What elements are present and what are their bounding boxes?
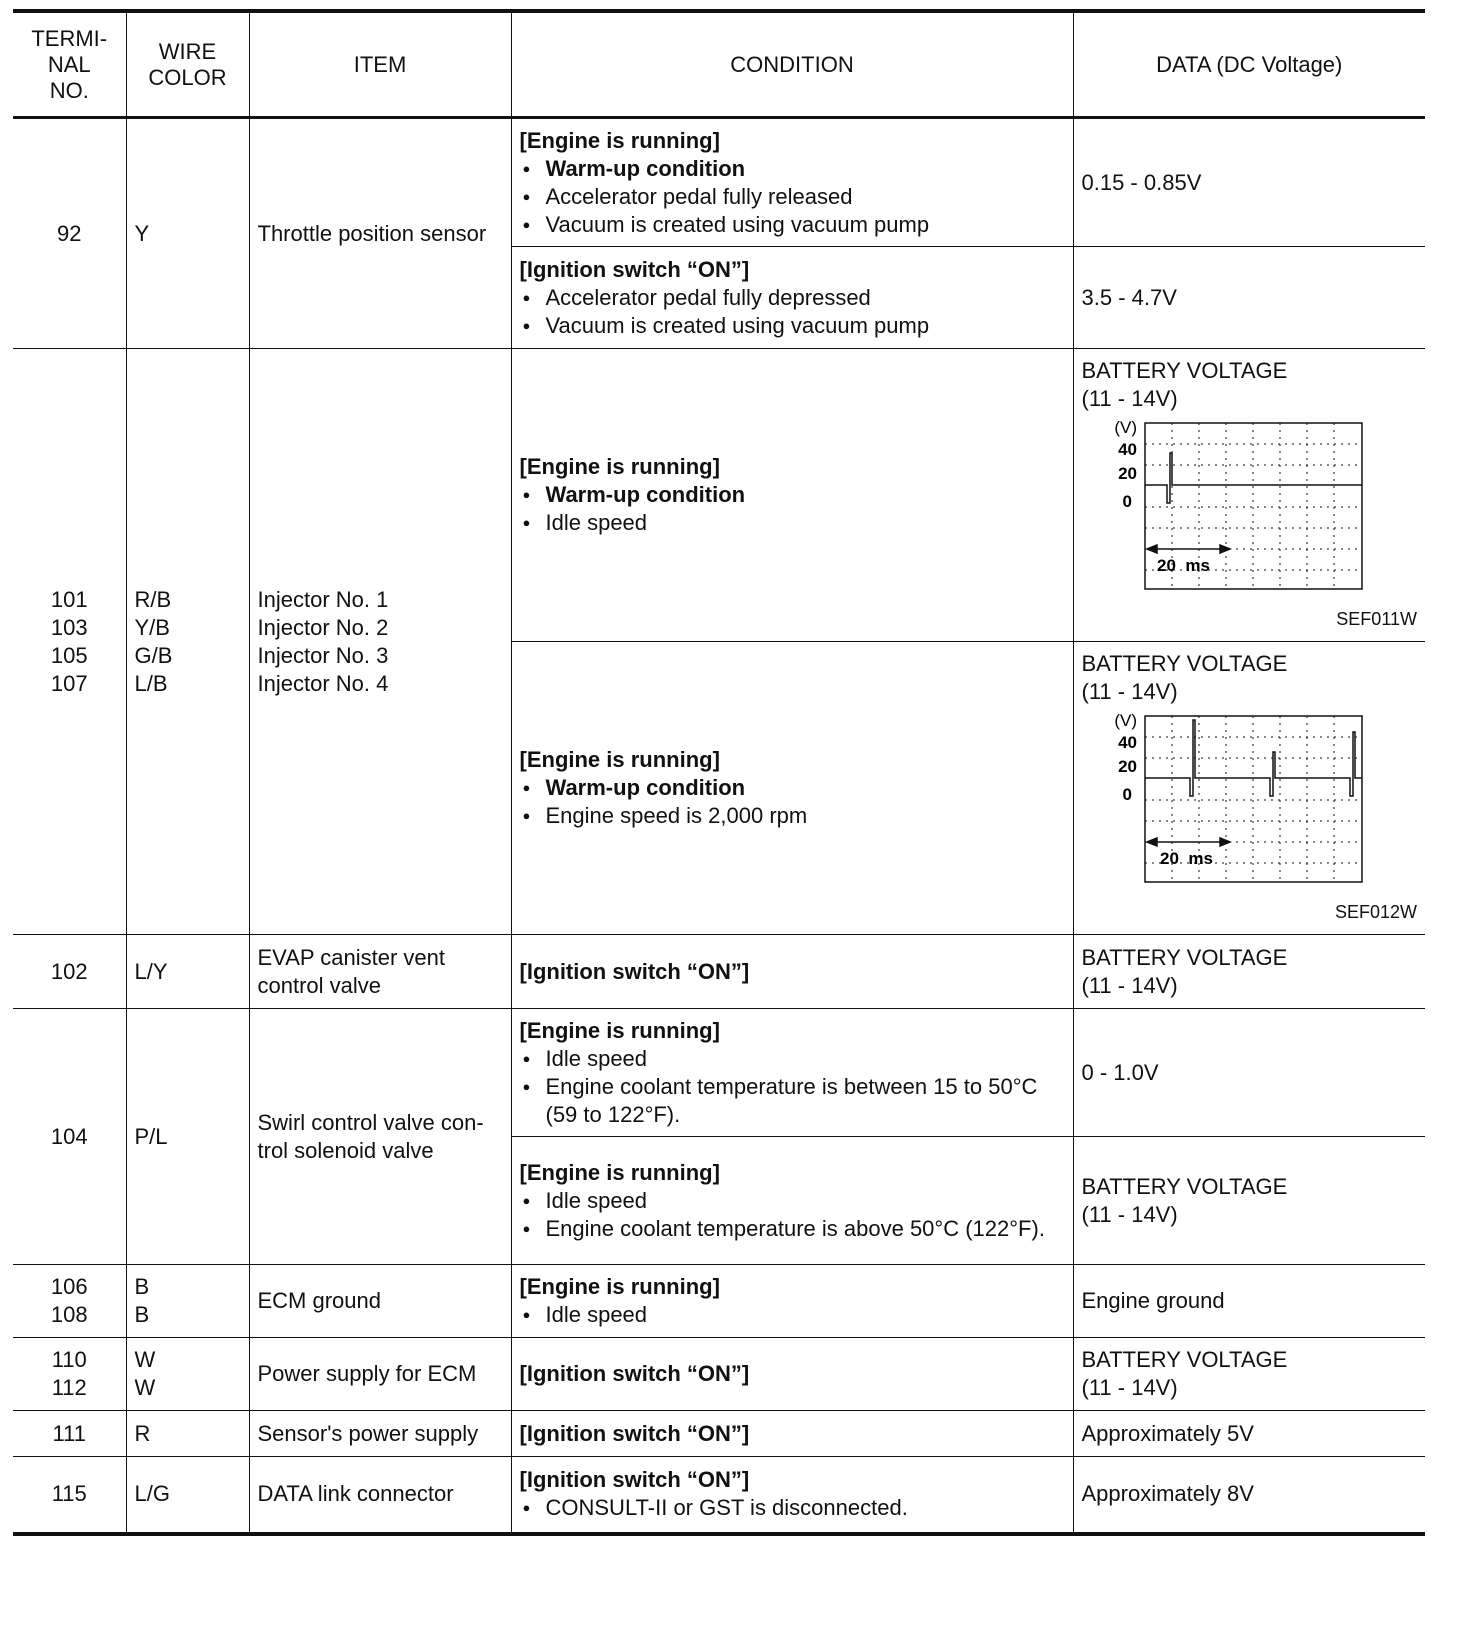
wire-color: W	[134, 1375, 156, 1400]
condition-cell	[511, 935, 1073, 1009]
condition-list	[520, 774, 1065, 830]
condition-heading: [Engine is running]	[519, 747, 720, 772]
list-item: ● Engine coolant temperature is between 15 to 50°C (59 to 122°F).	[520, 1073, 1065, 1129]
list-item: ● Accelerator pedal fully released	[520, 183, 1065, 211]
data-cell	[1073, 349, 1425, 642]
data-line: BATTERY VOLTAGE	[1081, 1173, 1288, 1199]
list-item: ● Engine speed is 2,000 rpm	[520, 802, 1065, 830]
table-row	[13, 349, 1425, 642]
condition-cell	[511, 1338, 1073, 1411]
condition-list	[520, 1301, 1065, 1329]
condition-heading: [Engine is running]	[519, 454, 720, 479]
condition-cell	[511, 1411, 1073, 1457]
wire-color: L/B	[134, 670, 168, 696]
data-line: (11 - 14V)	[1081, 972, 1178, 998]
terminal-number: 107	[50, 670, 88, 696]
axis-unit-label: (V)	[1113, 712, 1137, 730]
condition-heading: [Engine is running]	[519, 1274, 720, 1299]
waveform-chart	[1082, 419, 1402, 594]
terminal-number: 110	[51, 1347, 87, 1372]
time-scale-arrow	[1147, 838, 1230, 846]
table-row	[13, 118, 1425, 247]
header-row	[13, 11, 1425, 118]
list-item: ● Warm-up condition	[520, 481, 1065, 509]
list-item: ● CONSULT-II or GST is disconnected.	[520, 1494, 1065, 1522]
waveform-trace	[1145, 453, 1362, 503]
wire-color: B	[134, 1302, 150, 1327]
terminal-number: 106	[50, 1274, 88, 1299]
y-tick-label: 0	[1122, 785, 1132, 804]
condition-cell	[511, 247, 1073, 349]
item-cell: EVAP canister vent control valve	[249, 935, 511, 1009]
y-tick-label: 40	[1117, 733, 1137, 752]
item-cell: DATA link connector	[249, 1457, 511, 1534]
header-condition: CONDITION	[511, 11, 1073, 118]
time-scale-label: 20 ms	[1156, 556, 1210, 575]
data-line: BATTERY VOLTAGE	[1081, 358, 1288, 383]
wire-cell: Y	[126, 118, 249, 349]
terminal-cell: 104	[13, 1009, 126, 1265]
axis-unit-label: (V)	[1113, 419, 1137, 437]
data-cell: Approximately 5V	[1073, 1411, 1425, 1457]
y-tick-label: 20	[1117, 757, 1137, 776]
header-wire-color: WIRE COLOR	[126, 11, 249, 118]
condition-cell	[511, 1137, 1073, 1265]
condition-list	[520, 1187, 1065, 1243]
terminal-number: 101	[50, 586, 88, 612]
item-name: Injector No. 3	[257, 642, 389, 668]
item-name: Injector No. 2	[257, 614, 389, 640]
list-item: ● Idle speed	[520, 1045, 1065, 1073]
data-cell: 0 - 1.0V	[1073, 1009, 1425, 1137]
data-cell	[1073, 1137, 1425, 1265]
data-line: BATTERY VOLTAGE	[1081, 944, 1288, 970]
data-cell: 0.15 - 0.85V	[1073, 118, 1425, 247]
terminal-cell: 102	[13, 935, 126, 1009]
item-cell: Throttle position sensor	[249, 118, 511, 349]
wire-cell: R	[126, 1411, 249, 1457]
terminal-cell	[13, 1338, 126, 1411]
header-item: ITEM	[249, 11, 511, 118]
condition-list	[520, 155, 1065, 239]
item-cell	[249, 349, 511, 935]
data-line: BATTERY VOLTAGE	[1081, 1347, 1288, 1372]
list-item: ● Accelerator pedal fully depressed	[520, 284, 1065, 312]
list-item: ● Warm-up condition	[520, 155, 1065, 183]
item-cell: ECM ground	[249, 1265, 511, 1338]
table-row	[13, 1265, 1425, 1338]
terminal-cell	[13, 349, 126, 935]
item-cell: Sensor's power supply	[249, 1411, 511, 1457]
data-line: (11 - 14V)	[1081, 386, 1178, 411]
data-line: BATTERY VOLTAGE	[1081, 651, 1288, 676]
data-line: (11 - 14V)	[1081, 1375, 1178, 1400]
table-row	[13, 1338, 1425, 1411]
condition-heading: [Engine is running]	[519, 127, 720, 153]
condition-heading: [Engine is running]	[519, 1017, 720, 1043]
list-item: ● Idle speed	[520, 1301, 1065, 1329]
condition-heading: [Ignition switch “ON”]	[519, 256, 750, 282]
item-name: Injector No. 1	[257, 586, 389, 612]
condition-heading: [Ignition switch “ON”]	[519, 958, 750, 984]
data-line: (11 - 14V)	[1081, 679, 1178, 704]
wire-color: W	[134, 1347, 156, 1372]
condition-list	[520, 1494, 1065, 1522]
terminal-cell: 115	[13, 1457, 126, 1534]
data-cell: Engine ground	[1073, 1265, 1425, 1338]
condition-cell	[511, 1009, 1073, 1137]
condition-heading: [Ignition switch “ON”]	[519, 1467, 750, 1493]
condition-heading: [Ignition switch “ON”]	[519, 1420, 750, 1446]
terminal-cell: 92	[13, 118, 126, 349]
item-name: Injector No. 4	[257, 670, 389, 696]
waveform-chart	[1082, 712, 1402, 887]
table-row	[13, 1009, 1425, 1137]
data-cell	[1073, 1338, 1425, 1411]
y-tick-label: 20	[1117, 464, 1137, 483]
condition-cell	[511, 349, 1073, 642]
list-item: ● Warm-up condition	[520, 774, 1065, 802]
item-cell: Power supply for ECM	[249, 1338, 511, 1411]
time-scale-arrow	[1147, 545, 1230, 553]
list-item: ● Idle speed	[520, 509, 1065, 537]
condition-heading: [Ignition switch “ON”]	[519, 1361, 750, 1386]
header-data: DATA (DC Voltage)	[1073, 11, 1425, 118]
list-item: ● Idle speed	[520, 1187, 1065, 1215]
wire-cell: P/L	[126, 1009, 249, 1265]
condition-cell	[511, 1265, 1073, 1338]
terminal-cell: 111	[13, 1411, 126, 1457]
condition-list	[520, 481, 1065, 537]
table-row	[13, 935, 1425, 1009]
table-row	[13, 1457, 1425, 1534]
condition-heading: [Engine is running]	[519, 1159, 720, 1185]
data-cell	[1073, 642, 1425, 935]
condition-list	[520, 1045, 1065, 1129]
header-terminal: TERMI- NAL NO.	[13, 11, 126, 118]
condition-list	[520, 284, 1065, 340]
condition-cell	[511, 118, 1073, 247]
item-cell: Swirl control valve con- trol solenoid valve	[249, 1009, 511, 1265]
terminal-number: 105	[50, 642, 88, 668]
wire-cell	[126, 349, 249, 935]
y-tick-label: 40	[1117, 440, 1137, 459]
wire-cell: L/G	[126, 1457, 249, 1534]
list-item: ● Vacuum is created using vacuum pump	[520, 312, 1065, 340]
list-item: ● Vacuum is created using vacuum pump	[520, 211, 1065, 239]
condition-cell	[511, 642, 1073, 935]
list-item: ● Engine coolant temperature is above 50°C (122°F).	[520, 1215, 1065, 1243]
table-row	[13, 1411, 1425, 1457]
data-cell: Approximately 8V	[1073, 1457, 1425, 1534]
data-cell: 3.5 - 4.7V	[1073, 247, 1425, 349]
terminal-cell	[13, 1265, 126, 1338]
wire-cell	[126, 1265, 249, 1338]
terminal-number: 112	[51, 1375, 87, 1400]
wire-cell: L/Y	[126, 935, 249, 1009]
figure-id: SEF012W	[1334, 902, 1417, 922]
wire-cell	[126, 1338, 249, 1411]
figure-id: SEF011W	[1336, 609, 1417, 629]
data-line: (11 - 14V)	[1081, 1201, 1178, 1227]
wire-color: Y/B	[134, 614, 170, 640]
terminal-number: 103	[50, 614, 88, 640]
condition-cell	[511, 1457, 1073, 1534]
wire-color: B	[134, 1274, 150, 1299]
y-tick-label: 0	[1122, 492, 1132, 511]
wire-color: G/B	[134, 642, 173, 668]
terminal-number: 108	[50, 1302, 88, 1327]
ecm-terminal-table	[13, 9, 1425, 1536]
wire-color: R/B	[134, 586, 172, 612]
data-cell	[1073, 935, 1425, 1009]
time-scale-label: 20 ms	[1159, 849, 1213, 868]
